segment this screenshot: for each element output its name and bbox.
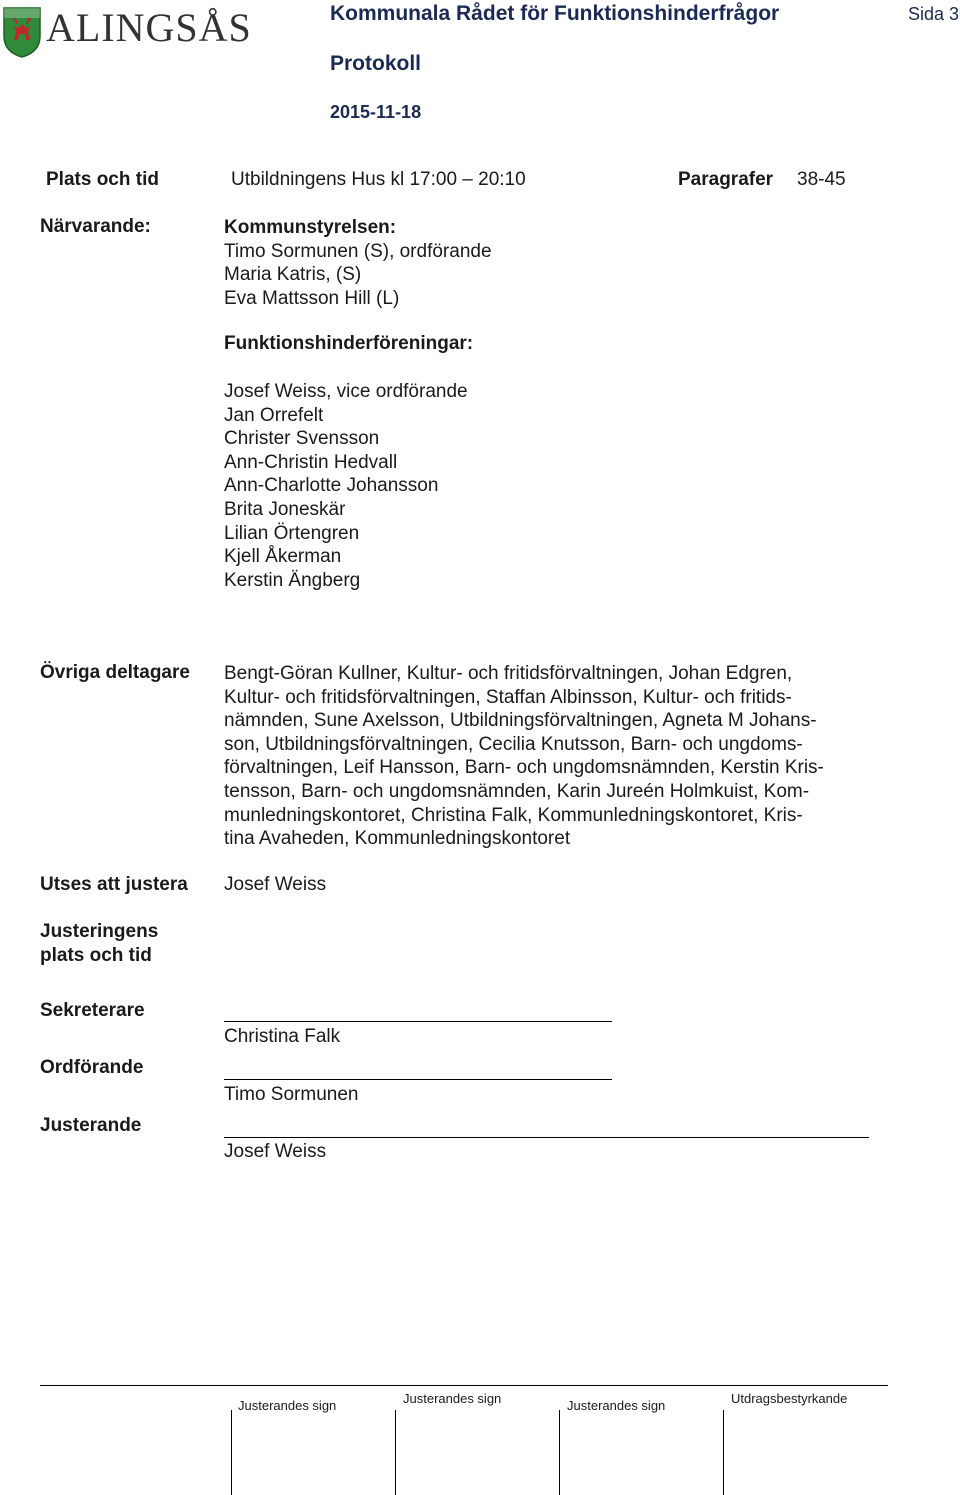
adjust-place-label-line: Justeringens (40, 921, 159, 942)
others-line: Kultur- och fritidsförvaltningen, Staffan Albinsson, Kultur- och fritids- (224, 686, 792, 708)
signature-line-adjuster (224, 1137, 869, 1138)
member-name: Christer Svensson (224, 428, 380, 450)
member-name: Maria Katris, (S) (224, 264, 362, 286)
page-number: Sida 3 (908, 4, 960, 24)
document-date: 2015-11-18 (330, 102, 422, 122)
group-heading-funktionshinder: Funktionshinderföreningar: (224, 333, 474, 354)
member-name: Eva Mattsson Hill (L) (224, 287, 400, 309)
signature-line-chair (224, 1079, 612, 1080)
others-line: nämnden, Sune Axelsson, Utbildningsförvaltningen, Agneta M Johans- (224, 710, 817, 732)
present-group-funktionshinder (224, 380, 468, 592)
member-name: Kerstin Ängberg (224, 569, 361, 591)
footer-box-divider (231, 1410, 232, 1495)
member-name: Brita Joneskär (224, 498, 346, 520)
others-label: Övriga deltagare (40, 662, 190, 683)
signature-role-adjuster: Justerande (40, 1115, 142, 1136)
others-line: tensson, Barn- och ungdomsnämnden, Karin Jureén Holmkuist, Kom- (224, 780, 810, 802)
signature-role-secretary: Sekreterare (40, 1000, 145, 1021)
signature-name-adjuster: Josef Weiss (224, 1141, 327, 1162)
signature-name-chair: Timo Sormunen (224, 1084, 359, 1105)
member-name: Kjell Åkerman (224, 546, 342, 568)
paragraphs-value: 38-45 (797, 169, 846, 190)
member-name: Timo Sormunen (S), ordförande (224, 240, 492, 262)
alingsas-coat-of-arms-icon (2, 6, 42, 58)
others-line: förvaltningen, Leif Hansson, Barn- och ungdomsnämnden, Kerstin Kris- (224, 757, 824, 779)
adjust-place-label-line: plats och tid (40, 944, 152, 966)
member-name: Jan Orrefelt (224, 404, 324, 426)
adjust-label: Utses att justera (40, 874, 188, 895)
place-value: Utbildningens Hus kl 17:00 – 20:10 (231, 169, 526, 190)
place-label: Plats och tid (46, 169, 159, 190)
document-title: Kommunala Rådet för Funktionshinderfrågor (330, 2, 780, 25)
others-line: son, Utbildningsförvaltningen, Cecilia Knutsson, Barn- och ungdoms- (224, 733, 803, 755)
footer-box-divider (395, 1410, 396, 1495)
adjust-value: Josef Weiss (224, 874, 327, 895)
footer-box-divider (723, 1410, 724, 1495)
signature-name-secretary: Christina Falk (224, 1026, 341, 1047)
adjust-place-label (40, 920, 158, 967)
others-list (224, 662, 824, 851)
footer-box-divider (559, 1410, 560, 1495)
logo-wordmark: ALINGSÅS (46, 5, 252, 50)
group-heading: Kommunstyrelsen: (224, 217, 397, 238)
member-name: Ann-Charlotte Johansson (224, 475, 439, 497)
footer-sign-label: Justerandes sign (238, 1398, 337, 1413)
member-name: Josef Weiss, vice ordförande (224, 381, 468, 402)
footer-sign-label: Justerandes sign (403, 1391, 502, 1406)
present-label: Närvarande: (40, 216, 151, 237)
member-name: Ann-Christin Hedvall (224, 451, 398, 473)
others-line: munledningskontoret, Christina Falk, Kommunledningskontoret, Kris- (224, 804, 803, 826)
footer-certify-label: Utdragsbestyrkande (731, 1391, 848, 1406)
footer-rule (40, 1385, 888, 1386)
paragraphs-label: Paragrafer (678, 169, 774, 190)
others-line: tina Avaheden, Kommunledningskontoret (224, 828, 571, 850)
signature-line-secretary (224, 1021, 612, 1022)
present-group-kommunstyrelsen (224, 216, 492, 310)
signature-role-chair: Ordförande (40, 1057, 144, 1078)
others-line: Bengt-Göran Kullner, Kultur- och fritidsförvaltningen, Johan Edgren, (224, 663, 793, 684)
document-type: Protokoll (330, 52, 422, 75)
footer-sign-label: Justerandes sign (567, 1398, 666, 1413)
member-name: Lilian Örtengren (224, 522, 360, 544)
